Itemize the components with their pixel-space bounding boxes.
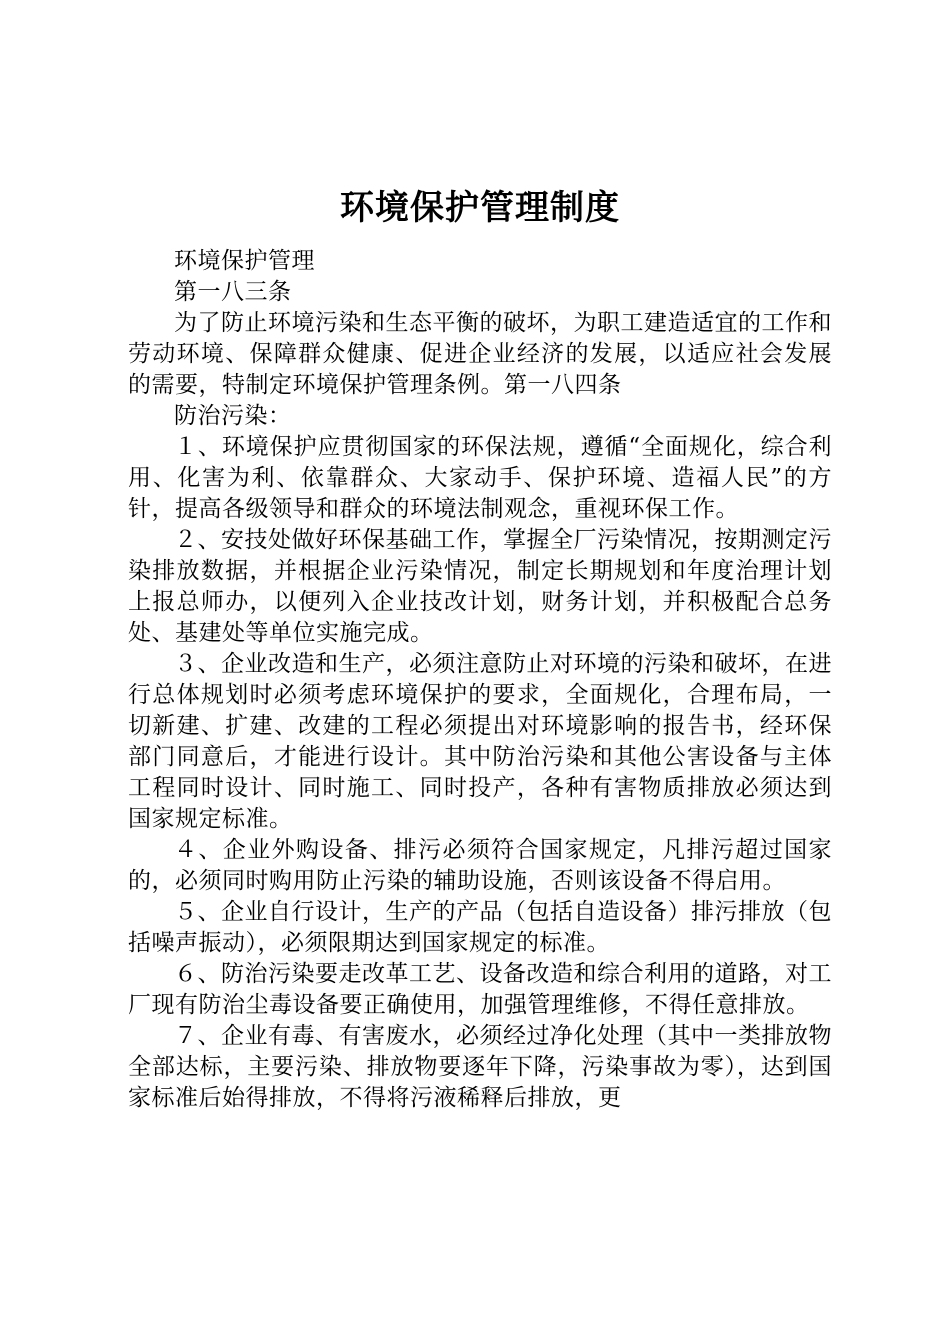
clause-paragraph: ３、企业改造和生产，必须注意防止对环境的污染和破坏，在进行总体规划时必须考虑环境保护的要求，全面规化，合理布局，一切新建、扩建、改建的工程必须提出对环境影响的报告书，经环保部门同意后，才能进行设计。其中防治污染和其他公害设备与主体工程同时设计、同时施工、同时投产，各种有害物质排放必须达到国家规定标准。 <box>128 651 832 832</box>
body-paragraph: 为了防止环境污染和生态平衡的破坏，为职工建造适宜的工作和劳动环境、保障群众健康、促进企业经济的发展，以适应社会发展的需要，特制定环境保护管理条例。第一八四条 <box>128 310 832 398</box>
clause-paragraph: ２、安技处做好环保基础工作，掌握全厂污染情况，按期测定污染排放数据，并根据企业污染情况，制定长期规划和年度治理计划上报总师办，以便列入企业技改计划，财务计划，并积极配合总务处、基建处等单位实施完成。 <box>128 527 832 646</box>
section-heading: 环境保护管理 <box>174 248 315 274</box>
clause-paragraph: １、环境保护应贯彻国家的环保法规，遵循“全面规化，综合利用、化害为利、依靠群众、大家动手、保护环境、造福人民”的方针，提高各级领导和群众的环境法制观念，重视环保工作。 <box>128 434 832 522</box>
article-number: 第一八三条 <box>174 279 292 305</box>
subsection-heading: 防治污染： <box>174 403 292 429</box>
document-body <box>128 246 832 1114</box>
clause-paragraph: ７、企业有毒、有害废水，必须经过净化处理（其中一类排放物全部达标，主要污染、排放物要逐年下降，污染事故为零），达到国家标准后始得排放，不得将污液稀释后排放，更 <box>128 1023 832 1111</box>
clause-paragraph: ５、企业自行设计，生产的产品（包括自造设备）排污排放（包括噪声振动），必须限期达到国家规定的标准。 <box>128 899 832 956</box>
document-title: 环境保护管理制度 <box>340 188 620 228</box>
clause-paragraph: ６、防治污染要走改革工艺、设备改造和综合利用的道路，对工厂现有防治尘毒设备要正确使用，加强管理维修，不得任意排放。 <box>128 961 832 1018</box>
clause-paragraph: ４、企业外购设备、排污必须符合国家规定，凡排污超过国家的，必须同时购用防止污染的辅助设施，否则该设备不得启用。 <box>128 837 832 894</box>
